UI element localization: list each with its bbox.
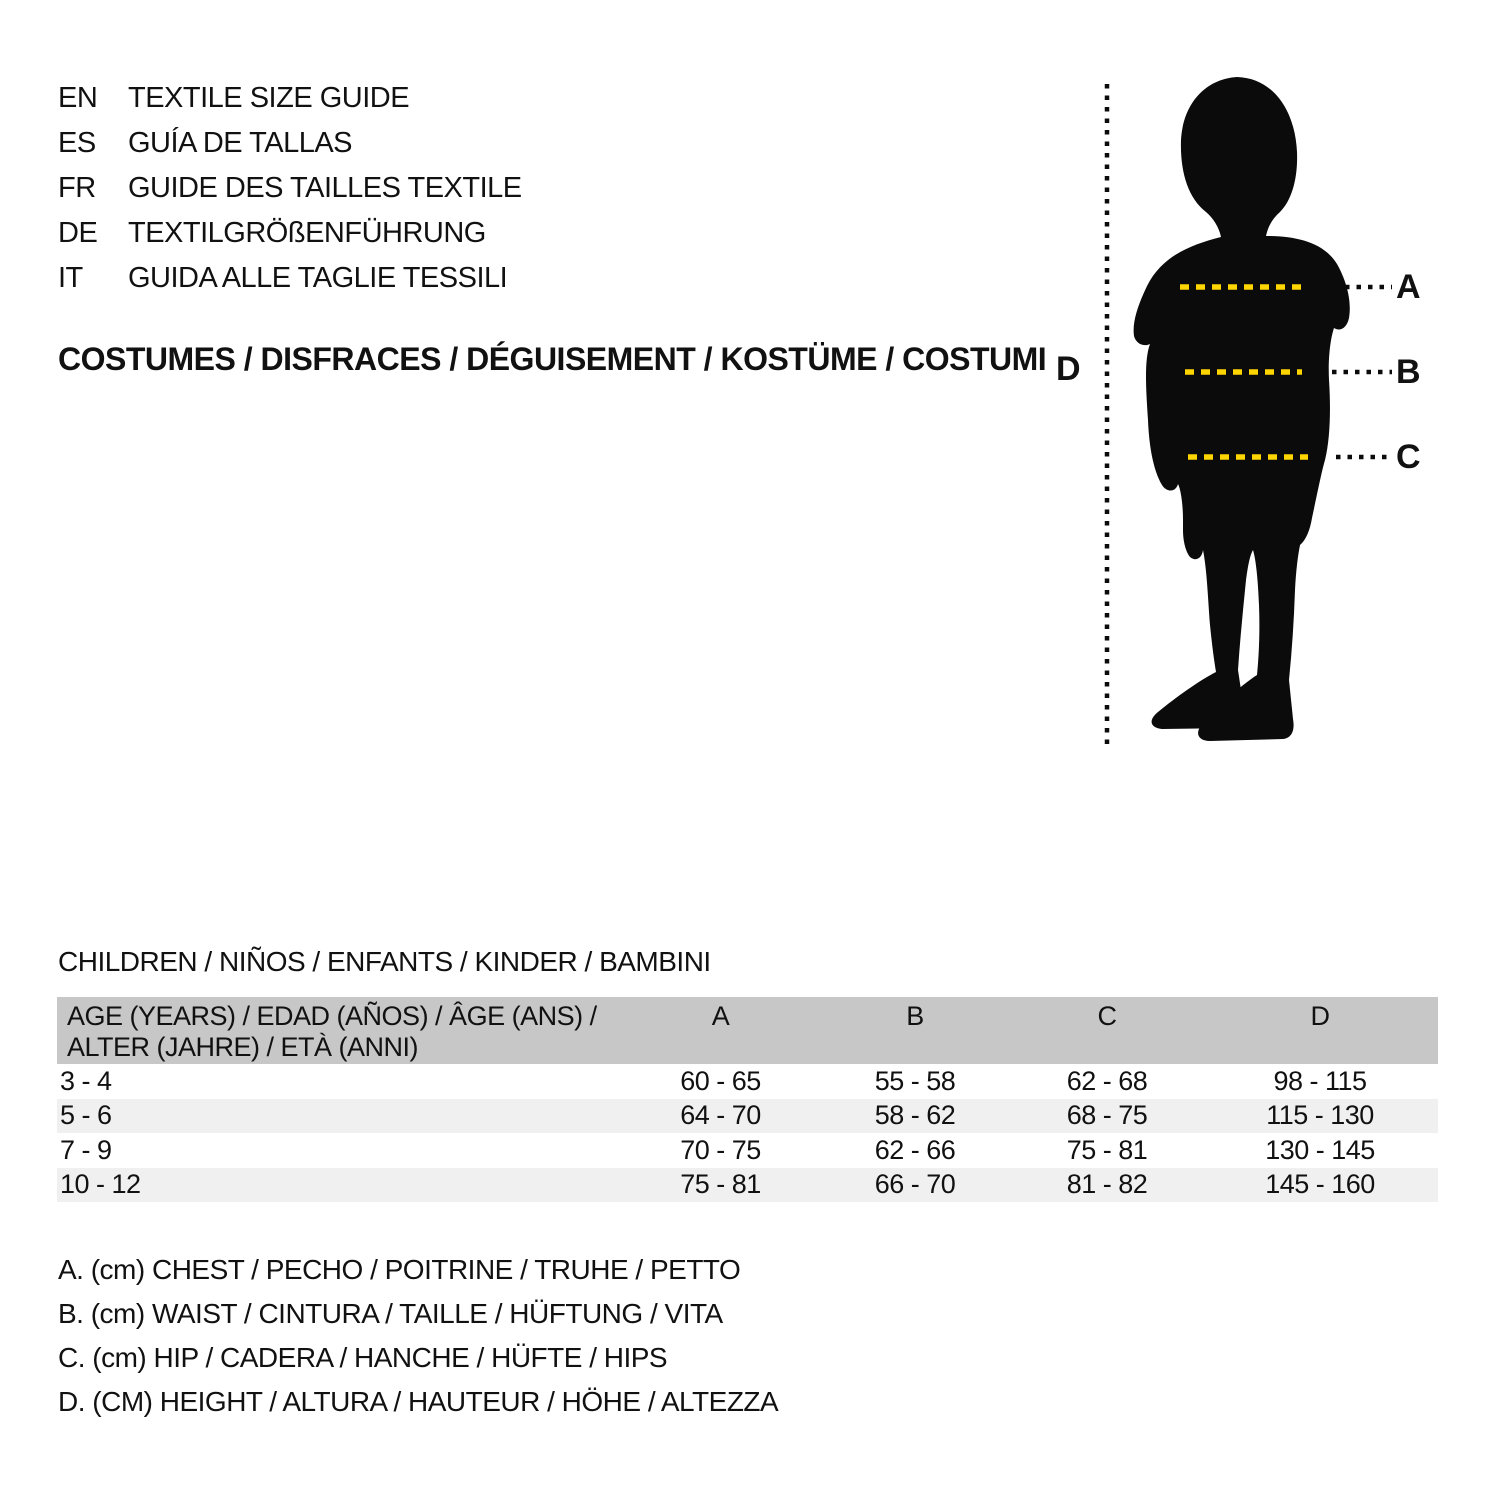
chest-cell: 60 - 65 — [680, 1065, 761, 1096]
lang-row-fr — [58, 166, 522, 211]
table-row — [57, 1099, 1438, 1134]
size-table — [57, 997, 1438, 1202]
chest-cell: 64 - 70 — [680, 1100, 761, 1131]
hip-cell: 68 - 75 — [1066, 1100, 1148, 1131]
measure-label-hip: C — [1395, 438, 1421, 476]
table-header-row — [57, 997, 1438, 1064]
legend-waist: B. (cm) WAIST / CINTURA / TAILLE / HÜFTUNG / VITA — [58, 1298, 723, 1329]
lang-code-en: EN — [58, 82, 98, 114]
lang-row-de — [58, 211, 522, 256]
lang-code-de: DE — [58, 217, 98, 249]
measure-label-height: D — [1055, 350, 1081, 388]
waist-cell: 58 - 62 — [874, 1100, 956, 1131]
waist-cell: 62 - 66 — [874, 1134, 956, 1165]
language-title-list — [58, 76, 522, 301]
category-title: COSTUMES / DISFRACES / DÉGUISEMENT / KOSTÜME / COSTUMI — [58, 341, 1047, 377]
column-header-c: C — [1097, 1001, 1117, 1031]
column-header-a: A — [711, 1001, 730, 1031]
lang-row-en — [58, 76, 522, 121]
waist-cell: 66 - 70 — [874, 1169, 956, 1200]
age-cell: 10 - 12 — [60, 1169, 141, 1200]
table-row — [57, 1168, 1438, 1203]
hip-cell: 62 - 68 — [1066, 1065, 1148, 1096]
legend-hip: C. (cm) HIP / CADERA / HANCHE / HÜFTE / HIPS — [58, 1342, 668, 1373]
hip-cell: 75 - 81 — [1066, 1134, 1148, 1165]
chest-cell: 70 - 75 — [680, 1134, 761, 1165]
height-cell: 145 - 160 — [1265, 1169, 1375, 1200]
lang-code-it: IT — [58, 262, 83, 294]
lang-label-it: GUIDA ALLE TAGLIE TESSILI — [128, 262, 508, 294]
child-silhouette — [1134, 77, 1350, 741]
height-cell: 130 - 145 — [1265, 1134, 1375, 1165]
legend-chest: A. (cm) CHEST / PECHO / POITRINE / TRUHE / PETTO — [58, 1254, 741, 1285]
lang-row-it — [58, 256, 522, 301]
hip-cell: 81 - 82 — [1066, 1169, 1148, 1200]
measure-label-waist: B — [1395, 353, 1421, 391]
lang-row-es — [58, 121, 522, 166]
child-silhouette-svg — [1040, 60, 1500, 760]
column-header-b: B — [906, 1001, 924, 1031]
height-cell: 115 - 130 — [1266, 1100, 1374, 1131]
age-column-header — [57, 997, 623, 1063]
lang-code-es: ES — [58, 127, 96, 159]
lang-label-en: TEXTILE SIZE GUIDE — [128, 82, 410, 114]
measure-label-chest: A — [1395, 268, 1421, 306]
measurement-legend — [58, 1248, 778, 1424]
age-cell: 7 - 9 — [60, 1134, 112, 1165]
table-row — [57, 1064, 1438, 1099]
legend-height: D. (CM) HEIGHT / ALTURA / HAUTEUR / HÖHE / ALTEZZA — [58, 1386, 779, 1417]
age-header-line1: AGE (YEARS) / EDAD (AÑOS) / ÂGE (ANS) / — [67, 1001, 597, 1031]
waist-cell: 55 - 58 — [874, 1065, 956, 1096]
age-cell: 3 - 4 — [60, 1065, 112, 1096]
size-figure-graphic — [1040, 60, 1500, 760]
column-header-d: D — [1310, 1001, 1330, 1031]
lang-label-fr: GUIDE DES TAILLES TEXTILE — [128, 172, 522, 204]
chest-cell: 75 - 81 — [680, 1169, 761, 1200]
age-header-line2: ALTER (JAHRE) / ETÀ (ANNI) — [67, 1032, 419, 1062]
lang-label-de: TEXTILGRÖßENFÜHRUNG — [128, 217, 486, 249]
table-row — [57, 1133, 1438, 1168]
height-cell: 98 - 115 — [1273, 1065, 1367, 1096]
lang-code-fr: FR — [58, 172, 96, 204]
age-cell: 5 - 6 — [60, 1100, 112, 1131]
section-title-children: CHILDREN / NIÑOS / ENFANTS / KINDER / BAMBINI — [58, 946, 711, 977]
lang-label-es: GUÍA DE TALLAS — [128, 127, 353, 159]
